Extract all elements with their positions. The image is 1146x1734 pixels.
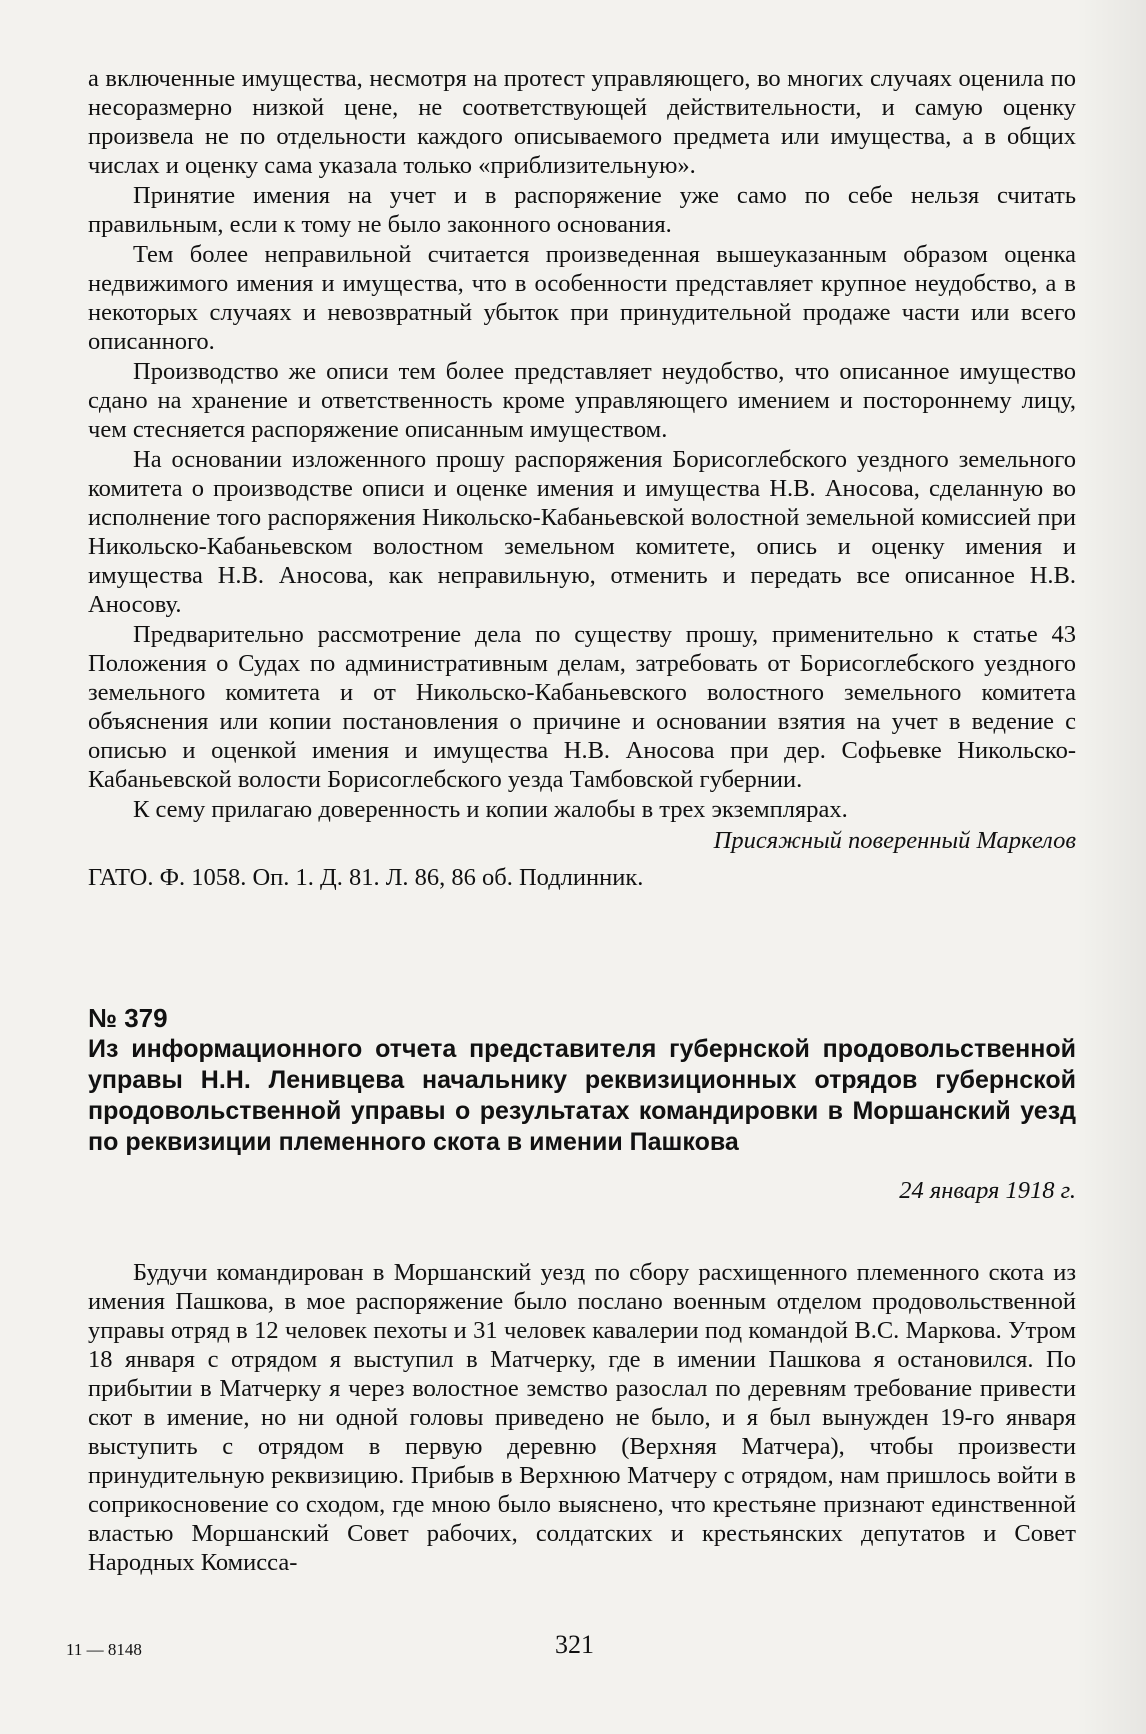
paragraph: Предварительно рассмотрение дела по существу прошу, применительно к статье 43 Положения о Судах по административным делам, затребовать от Борисоглебского уездного земельного комитета и от Никольско-Кабаньевского волостного земельного комитета объяснения или копии постановления о причине и основании взятия на учет в ведение с описью и оценкой имения и имущества Н.В. Аносова при дер. Софьевке Никольско-Кабаньевской волости Борисоглебского уезда Тамбовской губернии. (88, 621, 1076, 793)
printer-signature-mark: 11 — 8148 (66, 1640, 142, 1659)
document-title: Из информационного отчета представителя губернской продовольственной управы Н.Н. Ленивцева начальнику реквизиционных отрядов губернской продовольственной управы о результатах командировки в Моршанский уезд по реквизиции племенного скота в имении Пашкова (88, 1035, 1076, 1156)
report-text (88, 1258, 1076, 1577)
paragraph: На основании изложенного прошу распоряжения Борисоглебского уездного земельного комитета о производстве описи и оценке имения и имущества Н.В. Аносова, сделанную во исполнение того распоряжения Никольско-Кабаньевской волостной земельной комиссией при Никольско-Кабаньевском волостном земельном комитете, опись и оценку имения и имущества Н.В. Аносова, как неправильную, отменить и передать все описанное Н.В. Аносову. (88, 446, 1076, 618)
paragraph: а включенные имущества, несмотря на протест управляющего, во многих случаях оценила по несоразмерно низкой цене, не соответствующей действительности, и самую оценку произвела не по отдельности каждого описываемого предмета или имущества, а в общих числах и оценку сама указала только «приблизительную». (88, 65, 1076, 179)
paragraph: Принятие имения на учет и в распоряжение уже само по себе нельзя считать правильным, если к тому не было законного основания. (88, 182, 1076, 238)
archive-reference: ГАТО. Ф. 1058. Оп. 1. Д. 81. Л. 86, 86 об. Подлинник. (88, 864, 644, 891)
document-date: 24 января 1918 г. (899, 1177, 1076, 1204)
document-number: № 379 (88, 1003, 168, 1033)
paragraph: Тем более неправильной считается произведенная вышеуказанным образом оценка недвижимого имения и имущества, что в особенности представляет крупное неудобство, а в некоторых случаях и невозвратный убыток при принудительной продаже части или всего описанного. (88, 241, 1076, 355)
signature: Присяжный поверенный Маркелов (713, 827, 1076, 854)
complaint-text (88, 64, 1076, 892)
paragraph: Производство же описи тем более представляет неудобство, что описанное имущество сдано на хранение и ответственность кроме управляющего имением и постороннему лицу, чем стесняется распоряжение описанным имуществом. (88, 358, 1076, 443)
paragraph: Будучи командирован в Моршанский уезд по сбору расхищенного племенного скота из имения Пашкова, в мое распоряжение было послано военным отделом продовольственной управы отряд в 12 человек пехоты и 31 человек кавалерии под командой В.С. Маркова. Утром 18 января с отрядом я выступил в Матчерку, где в имении Пашкова я остановился. По прибытии в Матчерку я через волостное земство разослал по деревням требование привести скот в имение, но ни одной головы приведено не было, и я был вынужден 19-го января выступить с отрядом в первую деревню (Верхняя Матчера), чтобы произвести принудительную реквизицию. Прибыв в Верхнюю Матчеру с отрядом, нам пришлось войти в соприкосновение со сходом, где мною было выяснено, что крестьяне признают единственной властью Моршанский Совет рабочих, солдатских и крестьянских депутатов и Совет Народных Комисса- (88, 1259, 1076, 1576)
paragraph: К сему прилагаю доверенность и копии жалобы в трех экземплярах. (133, 796, 848, 823)
document-header (88, 1002, 1076, 1205)
page-edge-shadow (1076, 0, 1146, 1734)
page-number: 321 (555, 1630, 594, 1659)
